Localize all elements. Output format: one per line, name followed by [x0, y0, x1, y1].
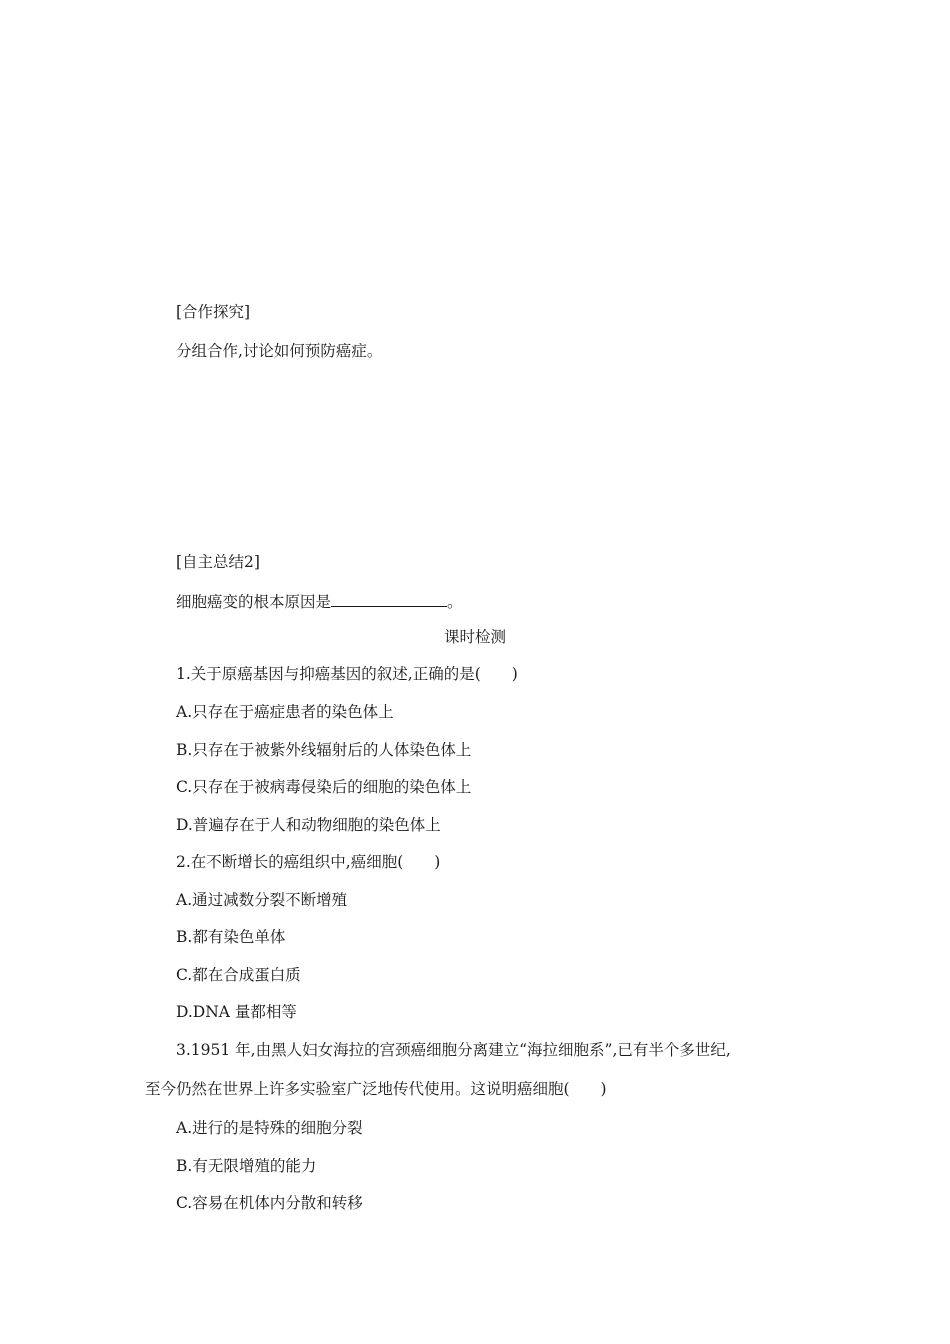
question-1-stem: 1.关于原癌基因与抑癌基因的叙述,正确的是( )	[176, 665, 518, 683]
question-3-option-b: B.有无限增殖的能力	[176, 1157, 317, 1175]
question-1-option-c: C.只存在于被病毒侵染后的细胞的染色体上	[176, 778, 472, 796]
question-1-option-d: D.普遍存在于人和动物细胞的染色体上	[176, 816, 441, 834]
question-3-option-a: A.进行的是特殊的细胞分裂	[176, 1119, 363, 1137]
fill-in-blank	[331, 590, 447, 607]
question-2-stem: 2.在不断增长的癌组织中,癌细胞( )	[176, 853, 441, 871]
question-3-stem-line-2: 至今仍然在世界上许多实验室广泛地传代使用。这说明癌细胞( )	[145, 1080, 607, 1098]
cooperative-inquiry-text: 分组合作,讨论如何预防癌症。	[176, 342, 383, 360]
question-1-option-b: B.只存在于被紫外线辐射后的人体染色体上	[176, 741, 472, 759]
question-2-option-d: D.DNA 量都相等	[176, 1003, 297, 1021]
question-2-option-a: A.通过减数分裂不断增殖	[176, 891, 348, 909]
self-summary-prefix: 细胞癌变的根本原因是	[176, 593, 332, 611]
quiz-title: 课时检测	[443, 628, 506, 646]
self-summary-text	[176, 590, 463, 612]
cooperative-inquiry-heading: [合作探究]	[176, 303, 251, 321]
question-2-option-c: C.都在合成蛋白质	[176, 966, 301, 984]
question-3-stem-line-1: 3.1951 年,由黑人妇女海拉的宫颈癌细胞分离建立“海拉细胞系”,已有半个多世纪,	[176, 1041, 731, 1059]
self-summary-heading: [自主总结2]	[176, 553, 260, 571]
question-3-option-c: C.容易在机体内分散和转移	[176, 1194, 363, 1212]
self-summary-suffix: 。	[447, 593, 463, 611]
question-1-option-a: A.只存在于癌症患者的染色体上	[176, 703, 394, 721]
question-2-option-b: B.都有染色单体	[176, 928, 286, 946]
